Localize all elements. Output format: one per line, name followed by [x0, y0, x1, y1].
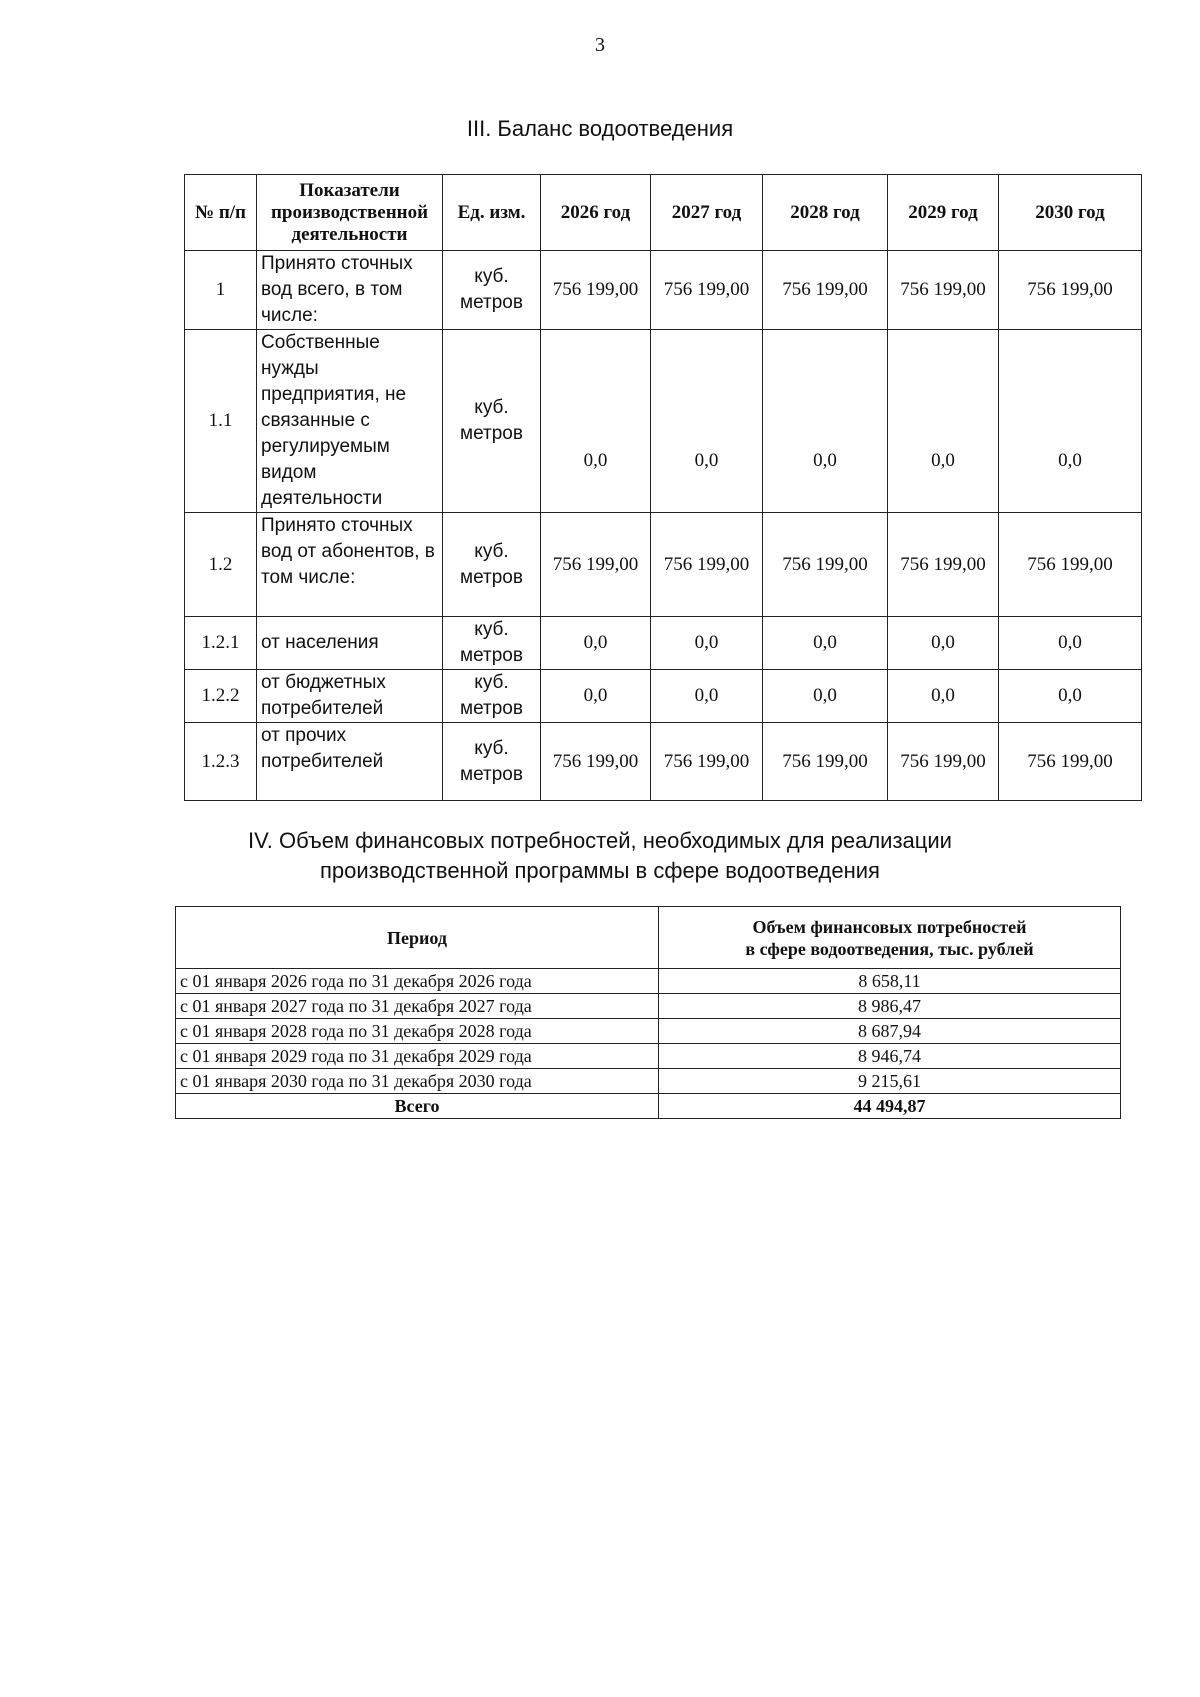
- row-unit: куб. метров: [443, 513, 541, 617]
- value-2028: 756 199,00: [763, 723, 888, 801]
- row-num: 1.1: [185, 330, 257, 513]
- value-2027: 756 199,00: [651, 513, 763, 617]
- value-2026: 0,0: [541, 330, 651, 513]
- header-amount-line-1: Объем финансовых потребностей: [752, 916, 1027, 937]
- table-row: [185, 723, 1142, 801]
- value-2030: 0,0: [999, 617, 1142, 670]
- header-unit: Ед. изм.: [443, 175, 541, 251]
- header-period: Период: [176, 907, 659, 969]
- header-2029: 2029 год: [888, 175, 999, 251]
- total-amount: 44 494,87: [659, 1094, 1121, 1119]
- value-2027: 0,0: [651, 670, 763, 723]
- amount-cell: 8 687,94: [659, 1019, 1121, 1044]
- row-num: 1.2.1: [185, 617, 257, 670]
- table-row: [176, 1069, 1121, 1094]
- value-2026: 756 199,00: [541, 723, 651, 801]
- amount-cell: 8 658,11: [659, 969, 1121, 994]
- value-2030: 0,0: [999, 330, 1142, 513]
- section-4-title-line-1: IV. Объем финансовых потребностей, необходимых для реализации: [248, 828, 952, 853]
- value-2027: 756 199,00: [651, 723, 763, 801]
- section-4-title: [0, 826, 1200, 886]
- amount-cell: 8 986,47: [659, 994, 1121, 1019]
- period-cell: с 01 января 2029 года по 31 декабря 2029 года: [176, 1044, 659, 1069]
- value-2026: 756 199,00: [541, 513, 651, 617]
- header-2028: 2028 год: [763, 175, 888, 251]
- value-2030: 756 199,00: [999, 513, 1142, 617]
- total-row: [176, 1094, 1121, 1119]
- value-2029: 756 199,00: [888, 513, 999, 617]
- value-2026: 0,0: [541, 670, 651, 723]
- section-4-title-line-2: производственной программы в сфере водоотведения: [320, 858, 880, 883]
- value-2027: 0,0: [651, 330, 763, 513]
- amount-cell: 8 946,74: [659, 1044, 1121, 1069]
- row-name: от бюджетных потребителей: [257, 670, 443, 723]
- row-unit: куб. метров: [443, 251, 541, 330]
- section-3-title: III. Баланс водоотведения: [466, 116, 734, 141]
- header-2026: 2026 год: [541, 175, 651, 251]
- value-2030: 756 199,00: [999, 723, 1142, 801]
- row-name: от прочих потребителей: [257, 723, 443, 801]
- row-num: 1: [185, 251, 257, 330]
- table-header-row: [185, 175, 1142, 251]
- amount-cell: 9 215,61: [659, 1069, 1121, 1094]
- value-2029: 756 199,00: [888, 251, 999, 330]
- row-name: Собственные нужды предприятия, не связанные с регулируемым видом деятельности: [257, 330, 443, 513]
- row-num: 1.2: [185, 513, 257, 617]
- value-2028: 0,0: [763, 330, 888, 513]
- table-row: [185, 617, 1142, 670]
- table-row: [185, 513, 1142, 617]
- header-amount: [659, 907, 1121, 969]
- period-cell: с 01 января 2030 года по 31 декабря 2030 года: [176, 1069, 659, 1094]
- header-indicator: Показатели производственной деятельности: [257, 175, 443, 251]
- table-header-row: [176, 907, 1121, 969]
- table-row: [176, 1019, 1121, 1044]
- value-2030: 0,0: [999, 670, 1142, 723]
- period-cell: с 01 января 2026 года по 31 декабря 2026 года: [176, 969, 659, 994]
- period-cell: с 01 января 2028 года по 31 декабря 2028 года: [176, 1019, 659, 1044]
- row-unit: куб. метров: [443, 670, 541, 723]
- table-row: [176, 994, 1121, 1019]
- header-2027: 2027 год: [651, 175, 763, 251]
- water-disposal-balance-table: [184, 174, 1142, 801]
- table-row: [185, 670, 1142, 723]
- table-row: [185, 251, 1142, 330]
- value-2027: 0,0: [651, 617, 763, 670]
- financial-needs-table: [175, 906, 1121, 1119]
- value-2028: 756 199,00: [763, 513, 888, 617]
- value-2029: 756 199,00: [888, 723, 999, 801]
- value-2030: 756 199,00: [999, 251, 1142, 330]
- row-unit: куб. метров: [443, 617, 541, 670]
- header-2030: 2030 год: [999, 175, 1142, 251]
- value-2028: 0,0: [763, 617, 888, 670]
- value-2028: 756 199,00: [763, 251, 888, 330]
- row-num: 1.2.2: [185, 670, 257, 723]
- page-number: 3: [595, 34, 605, 56]
- table-row: [176, 969, 1121, 994]
- value-2027: 756 199,00: [651, 251, 763, 330]
- value-2029: 0,0: [888, 330, 999, 513]
- row-name: Принято сточных вод от абонентов, в том числе:: [257, 513, 443, 617]
- header-num: № п/п: [185, 175, 257, 251]
- table-row: [176, 1044, 1121, 1069]
- value-2029: 0,0: [888, 617, 999, 670]
- row-unit: куб. метров: [443, 723, 541, 801]
- row-num: 1.2.3: [185, 723, 257, 801]
- total-label: Всего: [176, 1094, 659, 1119]
- value-2026: 0,0: [541, 617, 651, 670]
- header-amount-line-2: в сфере водоотведения, тыс. рублей: [745, 938, 1034, 959]
- row-unit: куб. метров: [443, 330, 541, 513]
- table-row: [185, 330, 1142, 513]
- value-2026: 756 199,00: [541, 251, 651, 330]
- row-name: от населения: [257, 617, 443, 670]
- row-name: Принято сточных вод всего, в том числе:: [257, 251, 443, 330]
- value-2029: 0,0: [888, 670, 999, 723]
- value-2028: 0,0: [763, 670, 888, 723]
- period-cell: с 01 января 2027 года по 31 декабря 2027 года: [176, 994, 659, 1019]
